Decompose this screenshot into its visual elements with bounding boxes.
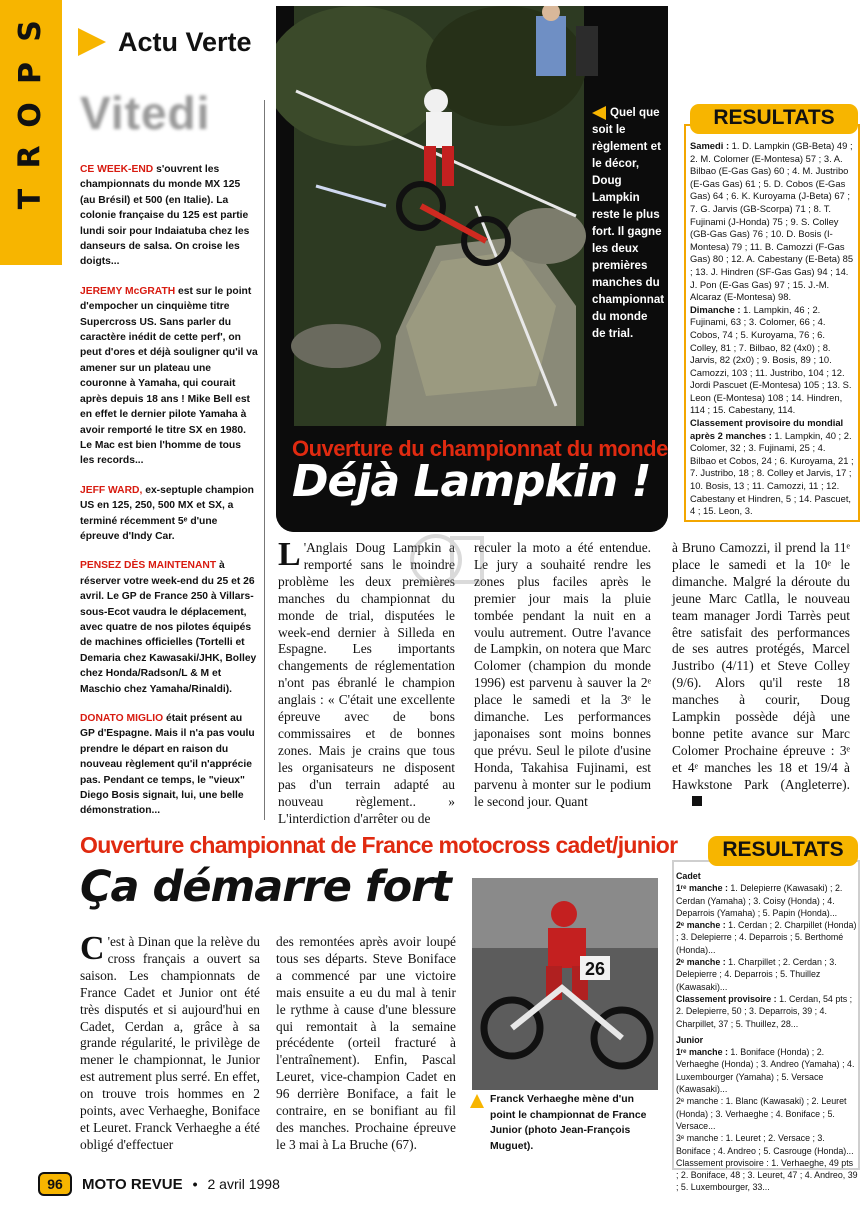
section-letter: S xyxy=(12,20,48,42)
brief-lead: JEREMY McGRATH xyxy=(80,285,176,297)
section-tab xyxy=(0,0,62,265)
results-text: Cadet 1ʳᵉ manche : 1. Delepierre (Kawasaki) ; 2. Cerdan (Yamaha) ; 3. Coisy (Honda) ; 4. Deparrois (Yamaha) ; 5. Papin (Honda)... 2ᵉ manche : 1. Cerdan ; 2. Charpillet (Honda) ; 3. Delepierre ; 4. Deparrois ; 5. Berthomé (Honda)... 2ᵉ manche : 1. Charpillet ; 2. Cerdan ; 3. Delepierre ; 4. Deparrois ; 5. Thuillez (Kawasaki)... Classement provisoire : 1. Cerdan, 54 pts ; 2. Delepierre, 50 ; 3. Deparrois, 39 ; 4. Charpillet, 37 ; 5. Thuillez, 28... Junior 1ʳᵉ manche : 1. Boniface (Honda) ; 2. Verhaeghe (Honda) ; 3. Andreo (Yamaha) ; 4. Luxembourger (Yamaha) ; 5. Versace (Kawasaki)... 2ᵉ manche : 1. Blanc (Kawasaki) ; 2. Leuret (Honda) ; 3. Verhaeghe ; 4. Boniface ; 5. Versace... 3ᵉ manche : 1. Leuret ; 2. Versace ; 3. Boniface ; 4. Andreo ; 5. Casrouge (Honda)... Classement provisoire : 1. Verhaeghe, 49 pts ; 2. Boniface, 48 ; 3. Leuret, 47 ; 4. Andreo, 39 ; 5. Luxembourger, 33... xyxy=(676,871,858,1193)
section-letter: O xyxy=(12,102,48,128)
news-briefs xyxy=(80,162,258,833)
results-text: Samedi : 1. D. Lampkin (GB-Beta) 49 ; 2. M. Colomer (E-Montesa) 57 ; 3. A. Bilbao (E-Gas Gas) 60 ; 4. M. Justribo (E-Gas Gas) 61 ; 5. D. Cobos (E-Gas Gas) 64 ; 6. K. Kuroyama (J-Beta) 67 ; 7. G. Jarvis (GB-Scorpa) 71 ; 8. T. Fujinami (J-Honda) 75 ; 9. S. Colley (GB-Gas Gas) 76 ; 10. D. Bosis (I-Montesa) 79 ; 11. B. Camozzi (F-Gas Gas) 80 ; 12. A. Cabestany (E-Beta) 85 ; 13. J. Hindren (SF-Gas Gas) 94 ; 14. J. Pon (E-Gas Gas) 97 ; 15. J.-M. Alcaraz (E-Montesa) 98. Dimanche : 1. Lampkin, 46 ; 2. Fujinami, 63 ; 3. Colomer, 66 ; 4. Cobos, 74 ; 5. Kuroyama, 76 ; 6. Colley, 81 ; 7. Bilbao, 82 (4x0) ; 8. Jarvis, 82 (2x0) ; 9. Bosis, 89 ; 10. Camozzi, 103 ; 11. Justribo, 104 ; 12. Jordi Pascuet (E-Montesa) 105 ; 13. S. Leon (E-Montesa) 108 ; 14. Hindren, 114 ; 15. Cabestany, 114. Classement provisoire du mondial après 2 manches : 1. Lampkin, 40 ; 2. Colomer, 32 ; 3. Fujinami, 25 ; 4. Bilbao et Cobos, 24 ; 6. Kuroyama, 21 ; 7. Justribo, 18 ; 8. Colley et Jarvis, 17 ; 10. Bosis, 13 ; 11. Camozzi, 11 ; 12. Cabestany et Hindren, 5 ; 14. Pascuet, 4 ; 15. Leon, 3. xyxy=(690,140,854,517)
results-title: RESULTATS xyxy=(708,836,858,866)
issue-date: 2 avril 1998 xyxy=(207,1176,280,1192)
end-mark-icon xyxy=(692,796,702,806)
brief-text: à réserver votre week-end du 25 et 26 avril. Le GP de France 250 à Villars-sous-Ecot vaudra le déplacement, avec quatre de nos pilotes équipés de machines officielles (Tortelli et Demaria chez Kawasaki/JHK, Bolley chez Honda/Radson/L & M et Maschio chez Yamaha/Rinaldi). xyxy=(80,560,257,695)
drop-cap: L xyxy=(278,536,301,573)
caption-pointer-icon xyxy=(470,1094,484,1108)
brief-lead: PENSEZ DÈS MAINTENANT xyxy=(80,560,217,572)
article-column: C 'est à Dinan que la relève du cross français a ouvert sa saison. Les championnats de France Cadet et Junior ont été très disputés et si aujourd'hui en Cadet, Cerdan a, grâce à sa grande régularité, le privilège de mener le championnat, le Junior est autrement plus serré. En effet, on trouve trois hommes en 2 points, avec Verhaeghe, Boniface et Leuret. Franck Verhaeghe a été obligé d'effectuer xyxy=(80,930,260,1152)
column-divider xyxy=(264,100,265,820)
photo-caption: Franck Verhaeghe mène d'un point le championnat de France Junior (photo Jean-François Muguet). xyxy=(470,1092,656,1154)
article-title: Ça démarre fort xyxy=(80,862,451,912)
brief-text: est sur le point d'empocher un cinquième titre Supercross US. Sans parler du caractère inédit de cette perf', on peut d'ores et déjà souligner qu'il va amener sur un plateau une couronne à Yamaha, qui courait après depuis 18 ans ! Mike Bell est en effet le dernier pilote Yamaha à avoir remporté le titre SX en 1980. Le Mac est bien l'homme de tous les records... xyxy=(80,285,258,467)
column-logo: Vitedi xyxy=(80,87,211,139)
article-column: à Bruno Camozzi, il prend la 11ᵉ place le samedi et la 10ᵉ le dimanche. Malgré la déroute du jeune Marc Catlla, le nouveau team manager Jordi Tarrès peut être satisfait des performances de ses autres protégés, Marcel Justribo (4/11) et Steve Colley (9/6). Alors qu'il reste 18 manches à courir, Doug Lampkin possède déjà une bonne petite avance sur Marc Colomer Prochaine épreuve : 3ᵉ et 4ᵉ manches les 18 et 19/4 à Hawkstone Park (Angleterre). xyxy=(672,540,850,811)
footer-bullet: • xyxy=(192,1176,198,1192)
bike-number: 26 xyxy=(585,959,606,979)
section-letter: P xyxy=(13,62,48,84)
article-title: Déjà Lampkin ! xyxy=(292,456,651,507)
motocross-photo xyxy=(472,878,658,1090)
arrow-icon xyxy=(78,28,106,56)
results-title: RESULTATS xyxy=(690,104,858,134)
watermark-logo xyxy=(406,520,492,600)
brief-text: était présent au GP d'Espagne. Mais il n'a pas voulu prendre le départ en raison du nouveau règlement qu'il n'apprécie pas. Pendant ce temps, le "vieux" Diego Bosis signait, lui, une belle démonstration... xyxy=(80,713,255,817)
article-column: L 'Anglais Doug Lampkin a remporté sans le moindre problème les deux premières manches du championnat du monde de trial, disputées le week-end dernier à Silleda en Espagne. Les importants changements de réglementation n'ont pas ébranlé le champion anglais : « C'était une excellente épreuve avec de bons commissaires et de bonnes zones. Mais je crains que tous les organisateurs ne disposent pas d'un terrain adapté au nouveau règlement.. » L'interdiction d'arrêter ou de xyxy=(278,536,455,826)
section-letter: T xyxy=(13,188,48,210)
photo-caption: Quel que soit le règlement et le décor, Doug Lampkin reste le plus fort. Il gagne les deux premières manches du championnat du monde de trial. xyxy=(592,106,665,340)
section-letter: R xyxy=(12,145,48,169)
rubric-title: Actu Verte xyxy=(118,26,252,57)
brief-lead: JEFF WARD, xyxy=(80,484,143,496)
brief-text: s'ouvrent les championnats du monde MX 125 (au Brésil) et 500 (en Italie). La colonie française du 125 est partie lundi soir pour Indaiatuba chez les danseurs de salsa. On croise les doigts... xyxy=(80,164,250,268)
motocross-illustration xyxy=(472,878,658,1090)
rubric-header xyxy=(78,22,252,62)
brief-item xyxy=(80,162,258,270)
brief-lead: CE WEEK-END xyxy=(80,164,154,175)
article-kicker: Ouverture championnat de France motocross cadet/junior xyxy=(80,832,678,858)
article-column: des remontées après avoir loupé tous ses départs. Steve Boniface a commencé par une victoire mais ensuite a eu du mal à tenir le rythme à cause d'une blessure qui remontait à la semaine précédente (orteil fracturé à l'entraînement). Enfin, Pascal Leuret, vice-champion Cadet en 96 derrière Boniface, a fait le contraire, en se bonifiant au fil des manches. Prochaine épreuve le 3 mai à La Bruche (67). xyxy=(276,934,456,1152)
brief-item xyxy=(80,558,258,697)
caption-pointer-icon xyxy=(592,106,606,120)
brief-item xyxy=(80,483,258,545)
brief-item xyxy=(80,284,258,469)
article-kicker: Ouverture du championnat du monde xyxy=(292,436,668,461)
brief-text: ex-septuple champion US en 125, 250, 500 MX et SX, a terminé récemment 5ᵉ d'une épreuve d'Indy Car. xyxy=(80,484,254,542)
drop-cap: C xyxy=(80,930,105,967)
article-column: reculer la moto a été entendue. Le jury a souhaité rendre les zones plus faciles après le premier jour mais la pluie tombée pendant la nuit en a voulu autrement. Outre l'avance de Lampkin, on notera que Marc Colomer (champion du monde 1996) est parvenu à sauver la 2ᵉ place le samedi et la 3ᵉ le dimanche. Les performances japonaises sont moins bonnes que prévu. Seul le pilote d'usine Honda, Takahisa Fujinami, est parvenu à monter sur le podium le second jour. Quant xyxy=(474,540,651,809)
page-number: 96 xyxy=(38,1172,72,1196)
brief-item xyxy=(80,711,258,819)
magazine-name: MOTO REVUE xyxy=(82,1175,183,1193)
page-footer xyxy=(38,1170,280,1198)
brief-lead: DONATO MIGLIO xyxy=(80,713,164,724)
